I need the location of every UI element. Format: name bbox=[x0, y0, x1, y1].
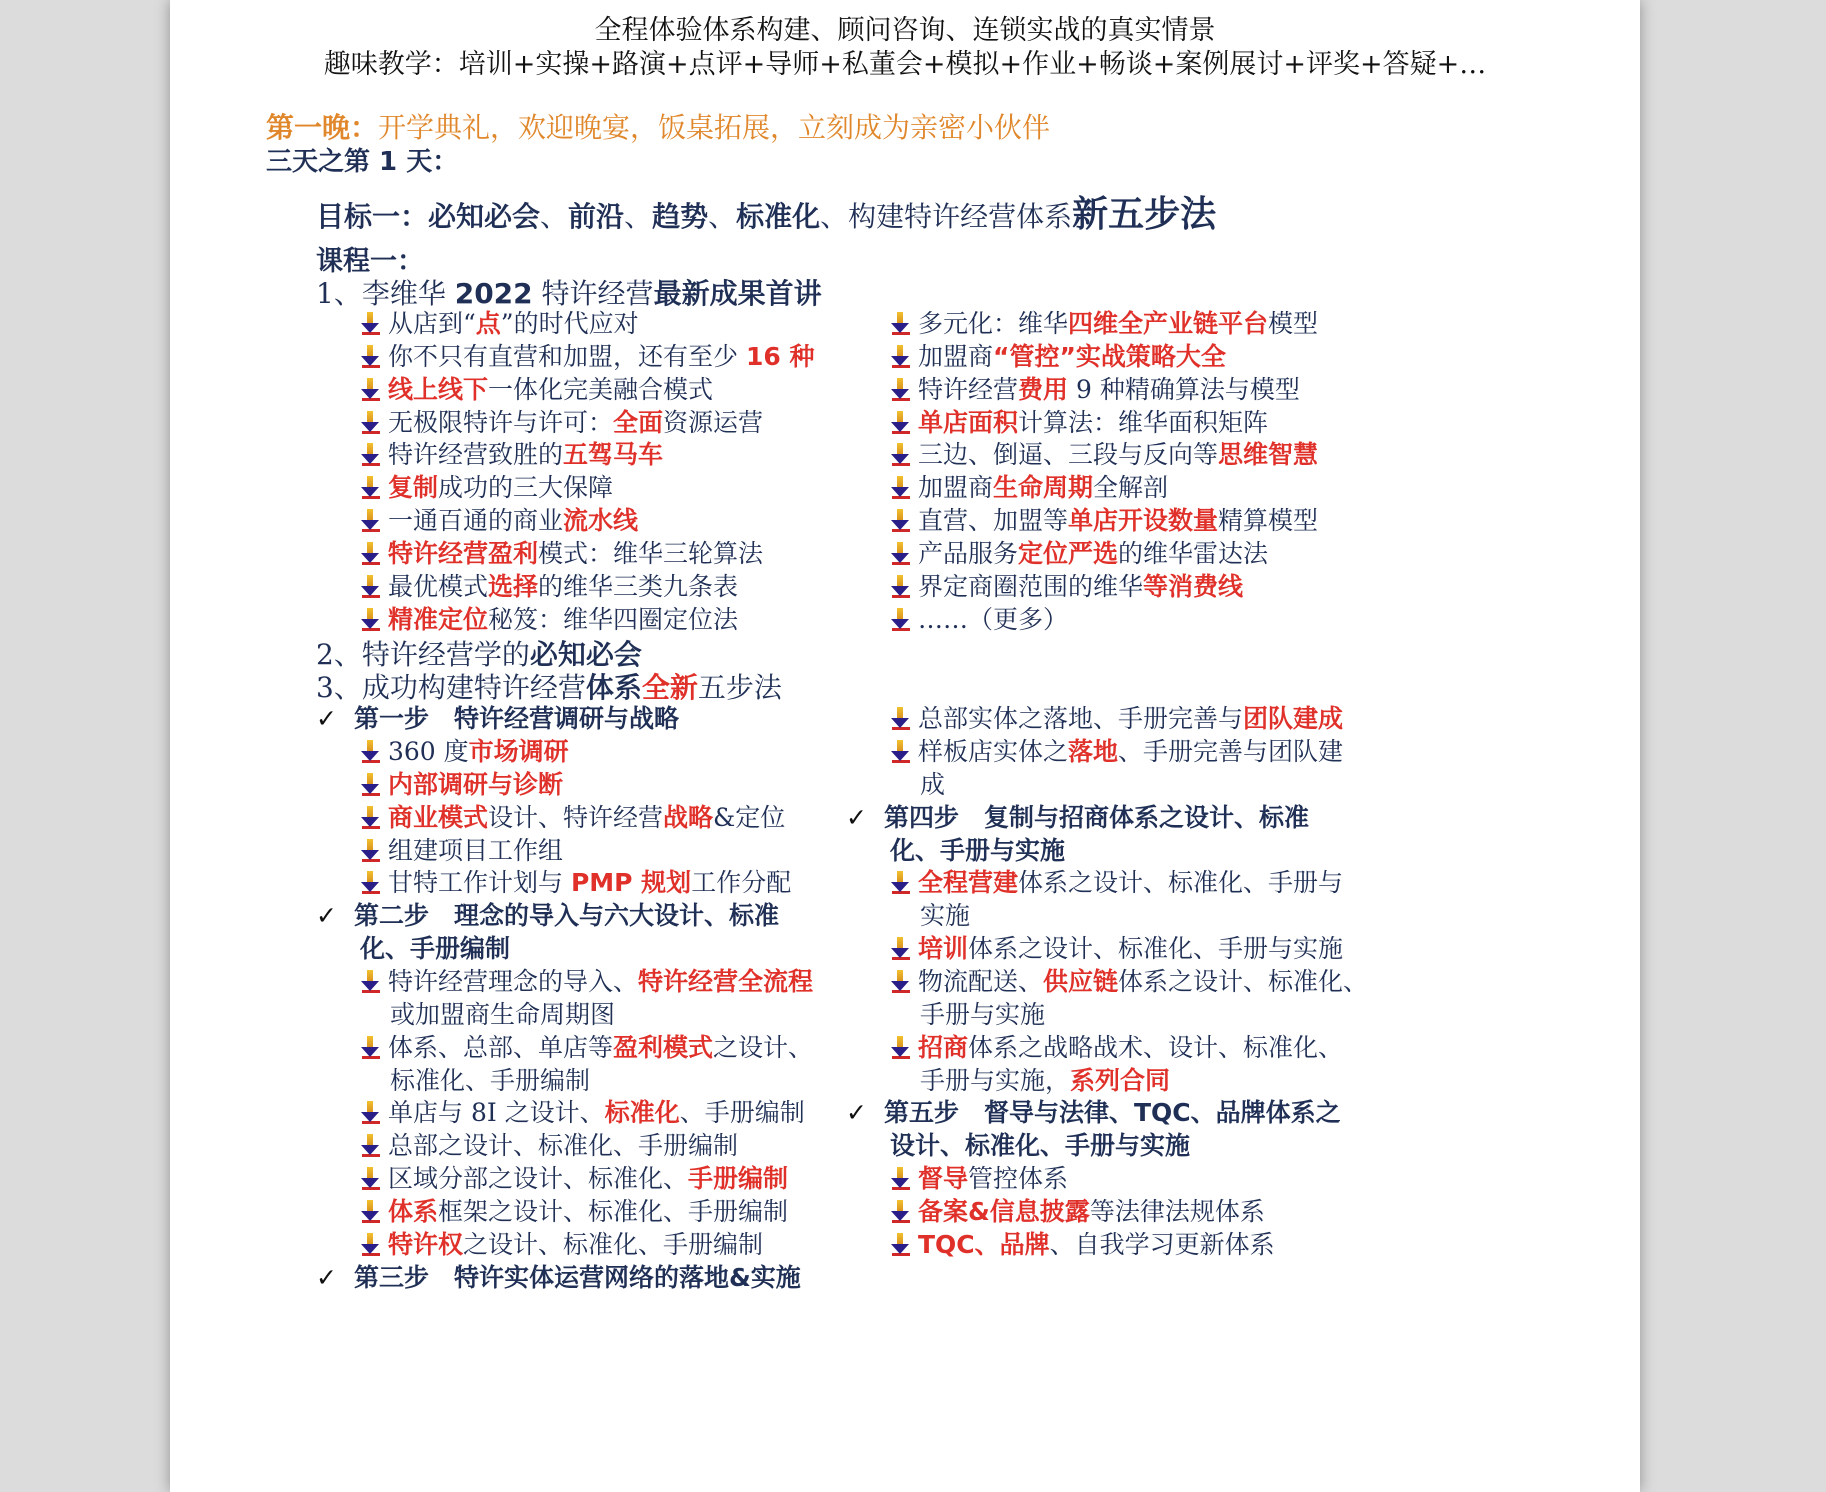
goal-b3: 趋势 bbox=[652, 200, 709, 233]
step-5-title-cont: 设计、标准化、手册与实施 bbox=[890, 1131, 1191, 1160]
arrow-bullet-icon bbox=[360, 739, 382, 763]
list-item-cont: 手册与实施，系列合同 bbox=[920, 1066, 1171, 1095]
list-item: ……（更多） bbox=[890, 600, 1068, 636]
list-item: 你不只有直营和加盟，还有至少 16 种 bbox=[360, 337, 814, 373]
arrow-bullet-icon bbox=[890, 1232, 912, 1256]
list-item-cont: 成 bbox=[920, 770, 946, 799]
list-item: 特许经营盈利模式：维华三轮算法 bbox=[360, 534, 763, 570]
goal-sep3: 、 bbox=[708, 200, 737, 233]
arrow-bullet-icon bbox=[890, 475, 912, 499]
document-page bbox=[170, 0, 1640, 1492]
arrow-bullet-icon bbox=[360, 969, 382, 993]
list-item: 无极限特许与许可：全面资源运营 bbox=[360, 403, 763, 439]
arrow-bullet-icon bbox=[890, 1035, 912, 1059]
point-1-year: 2022 bbox=[454, 277, 533, 310]
point-3-prefix: 3、成功构建特许经营 bbox=[316, 671, 586, 704]
point-2-prefix: 2、特许经营学的 bbox=[316, 638, 530, 671]
goal-big: 新五步法 bbox=[1072, 194, 1217, 235]
arrow-bullet-icon bbox=[360, 607, 382, 631]
header-line-1: 全程体验体系构建、顾问咨询、连锁实战的真实情景 bbox=[594, 15, 1216, 46]
arrow-bullet-icon bbox=[360, 410, 382, 434]
arrow-bullet-icon bbox=[890, 541, 912, 565]
arrow-bullet-icon bbox=[890, 706, 912, 730]
list-item: 一通百通的商业流水线 bbox=[360, 501, 638, 537]
step-4-title-cont: 化、手册与实施 bbox=[890, 836, 1066, 865]
point-3-suffix: 五步法 bbox=[697, 671, 782, 704]
point-2-bold: 必知必会 bbox=[529, 638, 642, 671]
list-item-cont: 或加盟商生命周期图 bbox=[390, 1000, 616, 1029]
list-item: 单店面积计算法：维华面积矩阵 bbox=[890, 403, 1268, 439]
arrow-bullet-icon bbox=[360, 442, 382, 466]
list-item: 商业模式设计、特许经营战略&定位 bbox=[360, 798, 785, 834]
arrow-bullet-icon bbox=[360, 838, 382, 862]
arrow-bullet-icon bbox=[890, 1199, 912, 1223]
checkmark-icon: ✓ bbox=[316, 901, 337, 930]
first-night-label: 第一晚： bbox=[266, 111, 379, 144]
list-item: 最优模式选择的维华三类九条表 bbox=[360, 567, 738, 603]
list-item: 三边、倒逼、三段与反向等思维智慧 bbox=[890, 435, 1318, 471]
list-item: 界定商圈范围的维华等消费线 bbox=[890, 567, 1243, 603]
goal-label: 目标一： bbox=[316, 200, 429, 233]
arrow-bullet-icon bbox=[890, 969, 912, 993]
point-1-prefix: 1、李维华 bbox=[316, 277, 455, 310]
list-item: TQC、品牌、自我学习更新体系 bbox=[890, 1225, 1275, 1261]
list-item: 360 度市场调研 bbox=[360, 732, 569, 768]
list-item: 单店与 8I 之设计、标准化、手册编制 bbox=[360, 1093, 805, 1129]
list-item: 加盟商“管控”实战策略大全 bbox=[890, 337, 1226, 373]
list-item: 特许经营费用 9 种精确算法与模型 bbox=[890, 370, 1300, 406]
arrow-bullet-icon bbox=[360, 1100, 382, 1124]
arrow-bullet-icon bbox=[360, 377, 382, 401]
list-item: 特许经营致胜的五驾马车 bbox=[360, 435, 663, 471]
arrow-bullet-icon bbox=[360, 1199, 382, 1223]
arrow-bullet-icon bbox=[890, 508, 912, 532]
arrow-bullet-icon bbox=[360, 475, 382, 499]
arrow-bullet-icon bbox=[890, 1166, 912, 1190]
arrow-bullet-icon bbox=[890, 377, 912, 401]
arrow-bullet-icon bbox=[890, 870, 912, 894]
list-item: 体系框架之设计、标准化、手册编制 bbox=[360, 1192, 788, 1228]
list-item: 物流配送、供应链体系之设计、标准化、 bbox=[890, 962, 1368, 998]
list-item: 多元化：维华四维全产业链平台模型 bbox=[890, 304, 1318, 340]
goal-sep2: 、 bbox=[624, 200, 653, 233]
list-item: 样板店实体之落地、手册完善与团队建 bbox=[890, 732, 1343, 768]
arrow-bullet-icon bbox=[360, 1133, 382, 1157]
arrow-bullet-icon bbox=[360, 541, 382, 565]
list-item: 从店到“点”的时代应对 bbox=[360, 304, 639, 340]
list-item: 区域分部之设计、标准化、手册编制 bbox=[360, 1159, 788, 1195]
arrow-bullet-icon bbox=[360, 1232, 382, 1256]
list-item: 线上线下一体化完美融合模式 bbox=[360, 370, 713, 406]
list-item: 复制成功的三大保障 bbox=[360, 468, 613, 504]
list-item: 全程营建体系之设计、标准化、手册与 bbox=[890, 863, 1343, 899]
list-item: 备案&信息披露等法律法规体系 bbox=[890, 1192, 1265, 1228]
arrow-bullet-icon bbox=[890, 344, 912, 368]
arrow-bullet-icon bbox=[890, 607, 912, 631]
goal-sep1: 、 bbox=[540, 200, 569, 233]
checkmark-icon: ✓ bbox=[846, 803, 867, 832]
point-1-bold: 最新成果首讲 bbox=[653, 277, 822, 310]
list-item: 督导管控体系 bbox=[890, 1159, 1068, 1195]
arrow-bullet-icon bbox=[890, 311, 912, 335]
arrow-bullet-icon bbox=[360, 344, 382, 368]
arrow-bullet-icon bbox=[890, 739, 912, 763]
arrow-bullet-icon bbox=[360, 1035, 382, 1059]
list-item: 精准定位秘笈：维华四圈定位法 bbox=[360, 600, 738, 636]
day1-heading: 三天之第 1 天： bbox=[266, 147, 459, 177]
goal-b4: 标准化 bbox=[736, 200, 821, 233]
step-2-title-cont: 化、手册编制 bbox=[360, 934, 511, 963]
arrow-bullet-icon bbox=[890, 442, 912, 466]
goal-plain: 、构建特许经营体系 bbox=[820, 200, 1073, 233]
arrow-bullet-icon bbox=[890, 936, 912, 960]
arrow-bullet-icon bbox=[360, 508, 382, 532]
course-heading: 课程一： bbox=[316, 246, 424, 277]
arrow-bullet-icon bbox=[890, 410, 912, 434]
step-5-title: ✓ 第五步 督导与法律、TQC、品牌体系之 bbox=[846, 1098, 1341, 1127]
list-item: 加盟商生命周期全解剖 bbox=[890, 468, 1168, 504]
list-item: 总部实体之落地、手册完善与团队建成 bbox=[890, 699, 1343, 735]
list-item: 产品服务定位严选的维华雷达法 bbox=[890, 534, 1268, 570]
list-item: 组建项目工作组 bbox=[360, 831, 563, 867]
checkmark-icon: ✓ bbox=[316, 1263, 337, 1292]
list-item: 直营、加盟等单店开设数量精算模型 bbox=[890, 501, 1318, 537]
list-item-cont: 手册与实施 bbox=[920, 1000, 1046, 1029]
goal-b2: 前沿 bbox=[568, 200, 625, 233]
step-3-title: ✓ 第三步 特许实体运营网络的落地&实施 bbox=[316, 1263, 801, 1292]
first-night-text: 开学典礼，欢迎晚宴，饭桌拓展，立刻成为亲密小伙伴 bbox=[378, 111, 1051, 144]
arrow-bullet-icon bbox=[360, 1166, 382, 1190]
list-item: 招商体系之战略战术、设计、标准化、 bbox=[890, 1028, 1343, 1064]
list-item-cont: 标准化、手册编制 bbox=[390, 1066, 591, 1095]
list-item: 体系、总部、单店等盈利模式之设计、 bbox=[360, 1028, 813, 1064]
arrow-bullet-icon bbox=[360, 772, 382, 796]
step-4-title: ✓ 第四步 复制与招商体系之设计、标准 bbox=[846, 803, 1310, 832]
list-item: 总部之设计、标准化、手册编制 bbox=[360, 1126, 738, 1162]
point-3-bold: 体系 bbox=[585, 671, 642, 704]
checkmark-icon: ✓ bbox=[316, 704, 337, 733]
list-item: 培训体系之设计、标准化、手册与实施 bbox=[890, 929, 1343, 965]
point-1-mid: 特许经营 bbox=[532, 277, 654, 310]
goal-b1: 必知必会 bbox=[428, 200, 541, 233]
arrow-bullet-icon bbox=[360, 574, 382, 598]
list-item: 特许经营理念的导入、特许经营全流程 bbox=[360, 962, 813, 998]
list-item-cont: 实施 bbox=[920, 901, 971, 930]
first-night-line bbox=[266, 106, 1050, 146]
step-2-title: ✓ 第二步 理念的导入与六大设计、标准 bbox=[316, 901, 780, 930]
arrow-bullet-icon bbox=[360, 870, 382, 894]
point-3-red: 全新 bbox=[641, 671, 698, 704]
arrow-bullet-icon bbox=[890, 574, 912, 598]
checkmark-icon: ✓ bbox=[846, 1098, 867, 1127]
list-item: 内部调研与诊断 bbox=[360, 765, 563, 801]
list-item: 甘特工作计划与 PMP 规划工作分配 bbox=[360, 863, 791, 899]
list-item: 特许权之设计、标准化、手册编制 bbox=[360, 1225, 763, 1261]
goal-line bbox=[316, 186, 1216, 237]
header-line-2: 趣味教学：培训+实操+路演+点评+导师+私董会+模拟+作业+畅谈+案例展讨+评奖+答疑+… bbox=[323, 49, 1487, 80]
arrow-bullet-icon bbox=[360, 311, 382, 335]
step-1-title: ✓ 第一步 特许经营调研与战略 bbox=[316, 704, 680, 733]
arrow-bullet-icon bbox=[360, 805, 382, 829]
